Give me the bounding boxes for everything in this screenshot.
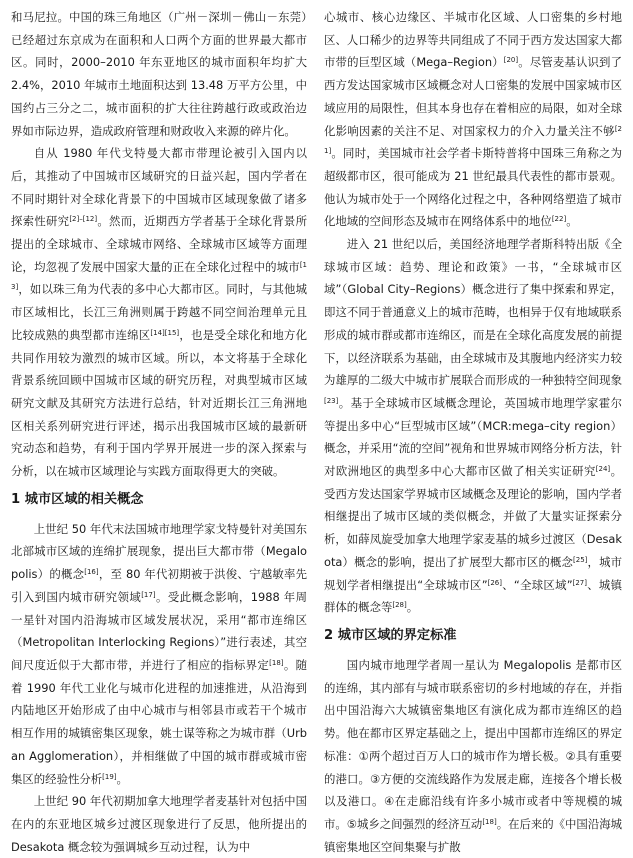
paragraph: 上世纪 90 年代初期加拿大地理学者麦基针对包括中国在内的东亚地区城乡过渡区现象进行了反思，他所提出的 Desakota 概念较为强调城乡互动过程，认为中 xyxy=(11,794,307,854)
paragraph xyxy=(324,654,622,858)
text-run: 。受此概念影响，1988 年周一星针对国内沿海城市区域发展状况，采用“都市连绵区（Metropolitan Interlocking Regions）”进行表述，其空间尺度近似于大都市带，并进行了相应的指标界定 xyxy=(11,589,307,672)
citation: [2]–[12] xyxy=(69,215,98,224)
right-column xyxy=(324,6,622,858)
text-run: 、“全球区域” xyxy=(502,577,573,592)
text-run: ，城市规划学者相继提出“全球城市区” xyxy=(324,554,622,592)
citation: [14][15] xyxy=(150,328,180,337)
text-run: 。 xyxy=(566,214,578,229)
text-run: 自从 1980 年代戈特曼大都市带理论被引入国内以后，其推动了中国城市区域研究的日益兴起，国内学者在不同时期针对全球化背景下的中国城市区域现象做了诸多探索性研究 xyxy=(11,146,307,229)
paragraph: 和马尼拉。中国的珠三角地区（广州－深圳－佛山－东莞）已经超过东京成为在面积和人口两个方面的世界最大都市区。同时，2000–2010 年东亚地区的城市面积年均扩大 2.4%，2010 年城市土地面积达到 13.48 万平方公里，中国约占三分之二，城市面积的扩大往往跨越行政或政治边界如市际边界，造成政府管理和财政收入来源的碎片化。 xyxy=(11,10,307,138)
text-run: 国内城市地理学者周一星认为 Megalopolis 是都市区的连绵，其内部有与城市联系密切的乡村地域的存在，并指出中国沿海六大城镇密集地区有演化成为都市连绵区的趋势。他在都市区界定基础之上，提出中国都市连绵区的界定标准：①两个超过百万人口的城市作为增长极。②具有重要的港口。③方便的交流线路作为发展走廊，连接各个增长极以及港口。④在走廊沿线有许多小城市或者中等规模的城市。⑤城乡之间强烈的经济互动 xyxy=(324,657,622,831)
citation: [20] xyxy=(503,56,519,65)
citation: [19] xyxy=(102,772,117,781)
citation: [27] xyxy=(572,578,587,587)
text-run: 。随着 1990 年代工业化与城市化进程的加速推进，从沿海到内陆地区开始形成了由中心城市与相邻县市或若干个城市相互作用的城镇密集区现象，姚士谋等称之为城市群（Urban Agglomeration），并相继做了中国的城市群或城市密集区的经验性分析 xyxy=(11,657,307,786)
citation: [26] xyxy=(487,578,502,587)
paragraph xyxy=(324,6,622,233)
section-heading: 2 城市区域的界定标准 xyxy=(324,627,457,643)
text-run: 。受西方发达国家学界城市区域概念及理论的影响，国内学者相继提出了城市区域的类似概念，并做了大量实证探索分析，如薛凤旋受加拿大地理学家麦基的城乡过渡区（Desakota）概念的影响，提出了扩展型大都市区的概念 xyxy=(324,464,622,569)
citation: [21] xyxy=(324,124,622,156)
citation: [16] xyxy=(84,568,99,577)
text-run: 。在后来的《中国沿海城镇密集地区空间集聚与扩散 xyxy=(324,816,622,854)
paragraph xyxy=(11,518,307,790)
text-run: 、城镇群体的概念等 xyxy=(324,577,622,615)
text-run: 。然而，近期西方学者基于全球化背景所提出的全球城市、全球城市网络、全球城市区域等方面理论，均忽视了发展中国家大量的正在全球化过程中的城市 xyxy=(11,214,307,274)
section-heading: 1 城市区域的相关概念 xyxy=(11,491,144,507)
citation: [17] xyxy=(141,590,156,599)
text-run: 。基于全球城市区域概念理论，英国城市地理学家霍尔等提出多中心“巨型城市区域”（MCR:mega–city region）概念，并采用“流的空间”视角和世界城市网络分析方法，针对欧洲地区的典型多中心大都市区做了相关实证研究 xyxy=(324,395,622,479)
paragraph xyxy=(324,233,622,619)
text-run: 心城市、核心边缘区、半城市化区域、人口密集的乡村地区、人口稀少的边界等共同组成了不同于西方发达国家大都市带的巨型区域（Mega–Region） xyxy=(324,10,622,70)
text-run: 进入 21 世纪以后，美国经济地理学者斯科特出版《全球城市区域：趋势、理论和政策》一书，“全球城市区域”（Global City–Regions）概念进行了集中探索和界定，即这不同于普通意义上的城市范畴，也相异于仅有地域联系形成的城市群或都市连绵区，而是在全球化高度发展的前提下，以经济联系为基础，由全球城市及其腹地内经济实力较为雄厚的二级大中城市扩展联合而形成的一种独特空间现象 xyxy=(324,237,622,388)
citation: [24] xyxy=(595,465,611,474)
paragraph xyxy=(11,142,307,483)
text-run: 上世纪 50 年代末法国城市地理学家戈特曼针对美国东北部城市区域的连绵扩展现象，提出巨大都市带（Megalopolis）的概念 xyxy=(11,521,307,582)
text-run: 。同时，美国城市社会学者卡斯特普将中国珠三角称之为超级都市区，很可能成为 21 世纪最具代表性的都市景观。他认为城市处于一个网络化过程之中，各种网络塑造了城市化地域的空间形态及城市在网络体系中的地位 xyxy=(324,146,622,229)
text-run: 。尽管麦基认识到了西方发达国家城市区域概念对人口密集的发展中国家城市区域应用的局限性，但其本身也存在着相应的局限，如对全球化影响因素的关注不足、对国家权力的介入力量关注不够 xyxy=(324,55,622,138)
text-run: ，如以珠三角为代表的多中心大都市区。同时，与其他城市区域相比，长江三角洲则属于跨越不同空间治理单元且比较成熟的典型都市连绵区 xyxy=(11,282,307,342)
citation: [23] xyxy=(324,396,339,405)
left-column xyxy=(11,6,307,858)
citation: [25] xyxy=(573,555,588,564)
citation: [13] xyxy=(11,260,307,292)
citation: [18] xyxy=(269,658,284,667)
text-run: 。 xyxy=(116,771,128,786)
citation: [18] xyxy=(482,817,497,826)
citation: [28] xyxy=(392,601,407,610)
citation: [22] xyxy=(551,215,567,224)
text-run: 。 xyxy=(406,600,419,615)
text-run: ，也是受全球化和地方化共同作用较为激烈的城市区域。所以，本文将基于全球化背景系统回顾中国城市区域的研究历程，对典型城市区域研究文献及其研究方法进行总结，针对近期长江三角洲地区相关系列研究进行评述，揭示出我国城市区域的最新研究动态和趋势，有利于国内学界开展进一步的深入探索与分析，以在城市区域理论与实践方面取得更大的突破。 xyxy=(11,327,307,479)
text-run: ，至 80 年代初期被于洪俊、宁越敏率先引入到国内城市研究领域 xyxy=(11,567,307,604)
